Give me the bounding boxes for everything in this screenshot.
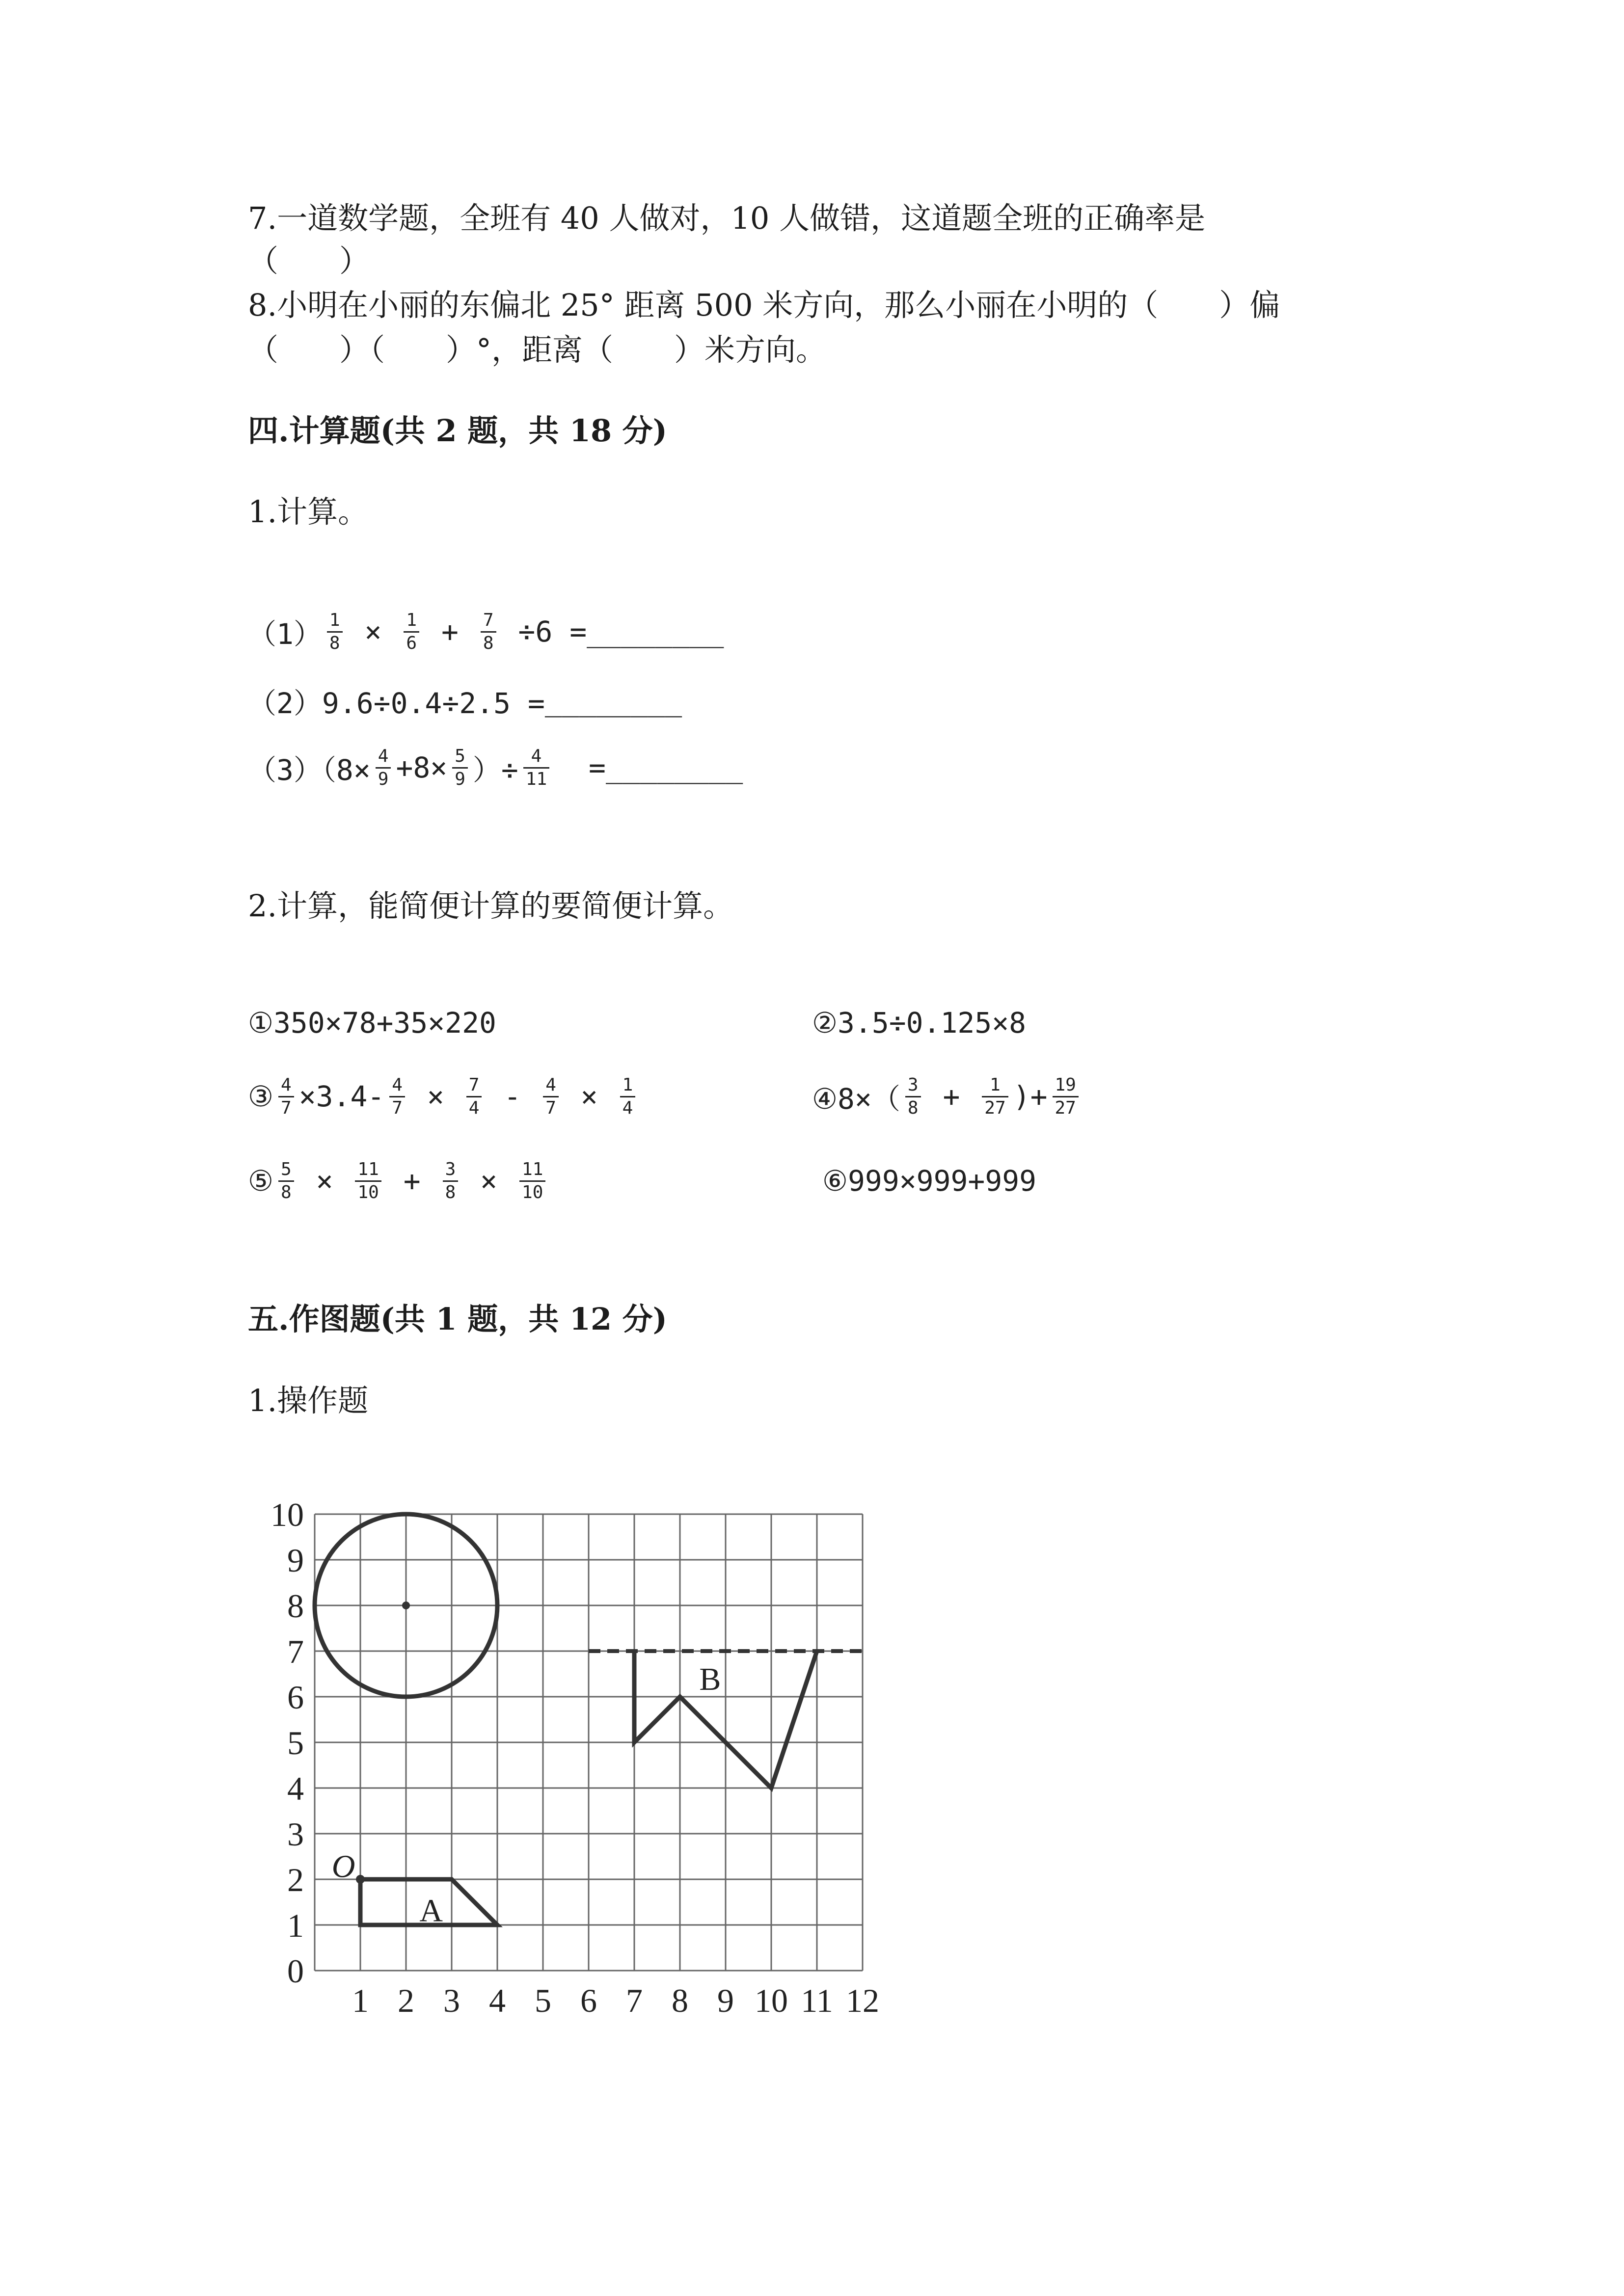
expression-text: ）÷ bbox=[472, 753, 518, 787]
fraction bbox=[327, 611, 343, 653]
x-tick-label: 2 bbox=[398, 1982, 414, 2019]
expression-text: ②3.5÷0.125×8 bbox=[812, 1006, 1027, 1040]
fraction-numerator: 1 bbox=[622, 1074, 633, 1095]
x-tick-label: 11 bbox=[801, 1982, 833, 2019]
fraction bbox=[620, 1076, 636, 1118]
x-tick-label: 3 bbox=[443, 1982, 460, 2019]
fraction bbox=[1053, 1076, 1079, 1118]
y-tick-label: 4 bbox=[287, 1770, 304, 1807]
fraction-bar bbox=[481, 631, 496, 633]
expression-text: +8× bbox=[396, 751, 448, 784]
fraction-bar bbox=[1053, 1096, 1079, 1097]
fraction bbox=[543, 1076, 559, 1118]
fraction bbox=[519, 1160, 545, 1202]
drawing-question-1-prompt: 1.操作题 bbox=[248, 1383, 369, 1418]
fraction-bar bbox=[278, 1180, 294, 1182]
fraction-denominator: 10 bbox=[357, 1182, 379, 1202]
fraction-numerator: 4 bbox=[392, 1074, 403, 1095]
expression-text: × bbox=[563, 1080, 615, 1113]
y-tick-label: 6 bbox=[287, 1679, 304, 1716]
expression-text: = bbox=[554, 751, 606, 784]
expression-text: × bbox=[463, 1164, 515, 1198]
fraction-bar bbox=[355, 1180, 381, 1182]
fraction-denominator: 4 bbox=[622, 1097, 633, 1118]
point-o-dot bbox=[356, 1875, 365, 1884]
fraction-denominator: 8 bbox=[445, 1182, 456, 1202]
fraction-denominator: 8 bbox=[483, 633, 494, 653]
fraction-bar bbox=[982, 1096, 1008, 1097]
fraction-denominator: 7 bbox=[545, 1097, 556, 1118]
calc-1-item-3 bbox=[248, 738, 743, 797]
calc-question-2-prompt: 2.计算，能简便计算的要简便计算。 bbox=[248, 888, 734, 924]
y-tick-label: 2 bbox=[287, 1861, 304, 1898]
expression-text: （2）9.6÷0.4÷2.5 = bbox=[248, 687, 545, 720]
calc-2-item-1 bbox=[248, 993, 496, 1052]
question-8-text: 8.小明在小丽的东偏北 25° 距离 500 米方向，那么小丽在小明的（ ）偏 bbox=[248, 287, 1280, 323]
fraction-numerator: 11 bbox=[357, 1159, 379, 1179]
fraction-bar bbox=[327, 631, 343, 633]
y-tick-label: 5 bbox=[287, 1724, 304, 1762]
fraction-bar bbox=[404, 631, 419, 633]
fraction-bar bbox=[376, 767, 391, 769]
fraction bbox=[481, 611, 496, 653]
expression-text: ④8×（ bbox=[812, 1082, 900, 1116]
expression-text: ①350×78+35×220 bbox=[248, 1006, 496, 1040]
section-5-heading: 五.作图题(共 1 题，共 12 分) bbox=[248, 1301, 668, 1337]
expression-text: + bbox=[925, 1080, 977, 1113]
fraction-denominator: 7 bbox=[392, 1097, 403, 1118]
expression-text: + bbox=[424, 615, 476, 648]
shape-b-label: B bbox=[699, 1661, 721, 1698]
fraction-numerator: 1 bbox=[329, 610, 340, 630]
fraction-numerator: 19 bbox=[1055, 1074, 1076, 1095]
fraction-numerator: 4 bbox=[531, 746, 542, 766]
fraction bbox=[404, 611, 419, 653]
fraction-bar bbox=[620, 1096, 636, 1097]
fraction-bar bbox=[523, 767, 549, 769]
expression-text: ⑤ bbox=[248, 1164, 273, 1198]
fraction bbox=[523, 747, 549, 789]
fraction bbox=[278, 1076, 294, 1118]
calc-2-item-2 bbox=[812, 993, 1026, 1052]
calc-2-item-5 bbox=[248, 1151, 550, 1210]
fraction-denominator: 6 bbox=[406, 633, 417, 653]
fraction-bar bbox=[466, 1096, 482, 1097]
expression-text: × bbox=[347, 615, 399, 648]
calc-1-item-1 bbox=[248, 602, 724, 661]
fraction-numerator: 1 bbox=[990, 1074, 1001, 1095]
fraction-numerator: 1 bbox=[406, 610, 417, 630]
fraction bbox=[355, 1160, 381, 1202]
fraction-denominator: 7 bbox=[281, 1097, 292, 1118]
fraction-denominator: 8 bbox=[281, 1182, 292, 1202]
calc-question-1-prompt: 1.计算。 bbox=[248, 494, 369, 530]
fraction bbox=[376, 747, 391, 789]
fraction-numerator: 4 bbox=[281, 1074, 292, 1095]
expression-text: + bbox=[386, 1164, 438, 1198]
fraction-denominator: 9 bbox=[455, 769, 465, 789]
fraction-numerator: 5 bbox=[281, 1159, 292, 1179]
point-o-label: O bbox=[331, 1848, 355, 1885]
y-tick-label: 8 bbox=[287, 1587, 304, 1625]
x-tick-label: 10 bbox=[755, 1982, 788, 2019]
y-tick-label: 0 bbox=[287, 1952, 304, 1990]
y-tick-label: 9 bbox=[287, 1542, 304, 1579]
expression-text: - bbox=[487, 1080, 539, 1113]
question-7-answer-blank: （ ） bbox=[248, 243, 370, 279]
fraction bbox=[905, 1076, 921, 1118]
fraction-bar bbox=[452, 767, 468, 769]
fraction bbox=[466, 1076, 482, 1118]
expression-text: ÷6 = bbox=[501, 615, 587, 648]
expression-text: （3）（8× bbox=[248, 753, 371, 787]
fraction-denominator: 27 bbox=[984, 1097, 1006, 1118]
calc-2-item-3 bbox=[248, 1067, 640, 1126]
x-tick-label: 7 bbox=[626, 1982, 643, 2019]
fraction-numerator: 5 bbox=[455, 746, 465, 766]
calc-2-item-6 bbox=[822, 1151, 1036, 1210]
fraction-denominator: 11 bbox=[525, 769, 547, 789]
y-tick-label: 7 bbox=[287, 1633, 304, 1670]
expression-text: ⑥999×999+999 bbox=[822, 1164, 1037, 1198]
fraction bbox=[443, 1160, 459, 1202]
fraction-denominator: 8 bbox=[907, 1097, 919, 1118]
coordinate-grid-figure bbox=[245, 1472, 908, 2037]
y-tick-label: 1 bbox=[287, 1907, 304, 1944]
fraction-numerator: 3 bbox=[445, 1159, 456, 1179]
question-7-text: 7.一道数学题，全班有 40 人做对，10 人做错，这道题全班的正确率是 bbox=[248, 200, 1206, 236]
x-tick-label: 1 bbox=[352, 1982, 369, 2019]
expression-text: ③ bbox=[248, 1080, 273, 1113]
expression-text: × bbox=[298, 1164, 351, 1198]
answer-blank: ________ bbox=[605, 751, 743, 784]
y-tick-label: 10 bbox=[271, 1496, 304, 1533]
fraction-bar bbox=[519, 1180, 545, 1182]
fraction-bar bbox=[905, 1096, 921, 1097]
fraction-denominator: 27 bbox=[1055, 1097, 1076, 1118]
x-tick-label: 5 bbox=[535, 1982, 551, 2019]
circle-center-dot bbox=[402, 1602, 410, 1609]
y-tick-label: 3 bbox=[287, 1815, 304, 1853]
question-8-text-continued: （ ）（ ）°，距离（ ）米方向。 bbox=[248, 332, 827, 368]
fraction-denominator: 4 bbox=[468, 1097, 480, 1118]
fraction-numerator: 4 bbox=[545, 1074, 556, 1095]
fraction-bar bbox=[389, 1096, 405, 1097]
x-tick-label: 9 bbox=[717, 1982, 734, 2019]
section-4-heading: 四.计算题(共 2 题，共 18 分) bbox=[248, 413, 668, 449]
fraction bbox=[452, 747, 468, 789]
fraction-numerator: 11 bbox=[522, 1159, 543, 1179]
calc-2-item-4 bbox=[812, 1067, 1083, 1126]
answer-blank: ________ bbox=[544, 684, 682, 718]
shape-a-label: A bbox=[419, 1893, 443, 1929]
fraction-bar bbox=[543, 1096, 559, 1097]
fraction-numerator: 4 bbox=[378, 746, 389, 766]
expression-text: )+ bbox=[1013, 1080, 1048, 1113]
expression-text: × bbox=[409, 1080, 461, 1113]
fraction bbox=[982, 1076, 1008, 1118]
fraction-denominator: 10 bbox=[522, 1182, 543, 1202]
expression-text: （1） bbox=[248, 617, 322, 651]
fraction-numerator: 3 bbox=[907, 1074, 919, 1095]
fraction bbox=[278, 1160, 294, 1202]
fraction-denominator: 9 bbox=[378, 769, 389, 789]
calc-1-item-2 bbox=[248, 671, 682, 730]
fraction-bar bbox=[443, 1180, 459, 1182]
fraction-numerator: 7 bbox=[483, 610, 494, 630]
fraction-numerator: 7 bbox=[468, 1074, 480, 1095]
answer-blank: ________ bbox=[587, 615, 724, 648]
expression-text: ×3.4- bbox=[298, 1080, 385, 1113]
x-tick-label: 6 bbox=[580, 1982, 597, 2019]
x-tick-label: 12 bbox=[846, 1982, 879, 2019]
x-tick-label: 8 bbox=[672, 1982, 688, 2019]
fraction bbox=[389, 1076, 405, 1118]
x-tick-label: 4 bbox=[489, 1982, 506, 2019]
fraction-denominator: 8 bbox=[329, 633, 340, 653]
fraction-bar bbox=[278, 1096, 294, 1097]
